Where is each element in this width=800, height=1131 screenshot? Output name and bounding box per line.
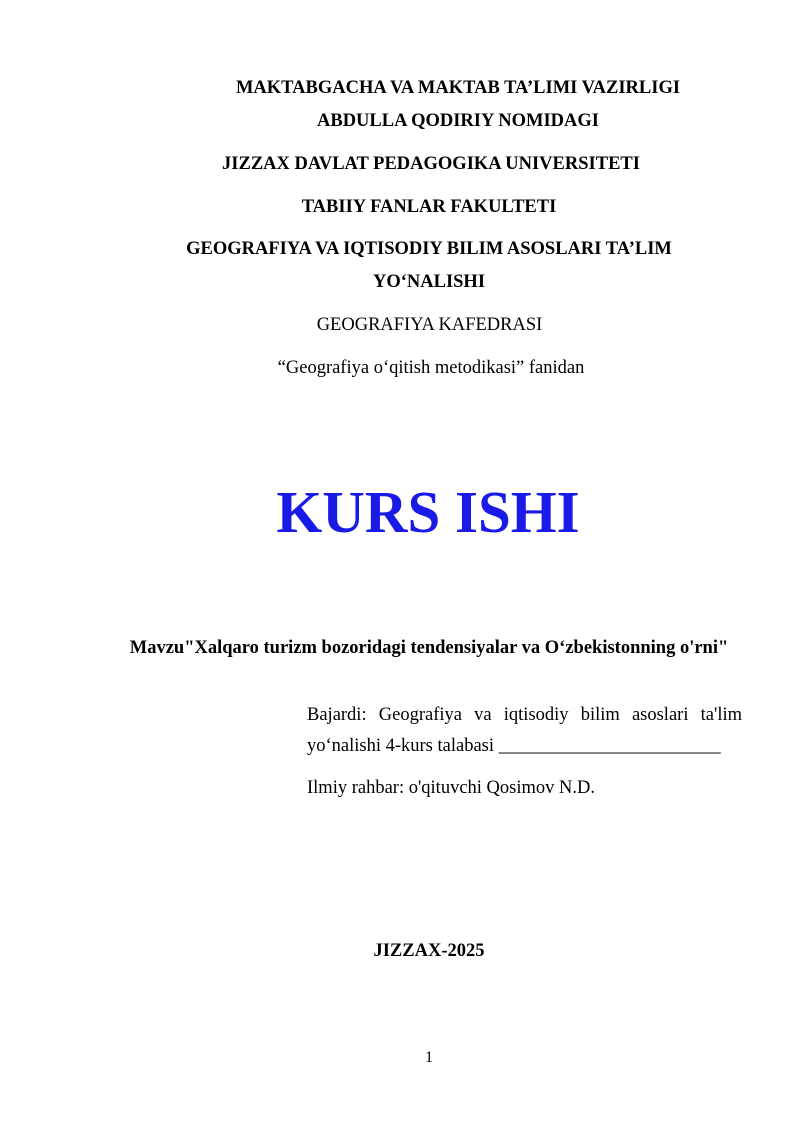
institute-name-heading: ABDULLA QODIRIY NOMIDAGI bbox=[317, 111, 599, 131]
faculty-heading: TABIIY FANLAR FAKULTETI bbox=[301, 197, 557, 217]
university-heading: JIZZAX DAVLAT PEDAGOGIKA UNIVERSITETI bbox=[222, 154, 640, 174]
performer-info: Bajardi: Geografiya va iqtisodiy bilim asoslari ta'lim yo‘nalishi 4-kurs talabasi ________________________ bbox=[307, 705, 742, 756]
subject-label: “Geografiya o‘qitish metodikasi” fanidan bbox=[277, 358, 585, 378]
city-year: JIZZAX-2025 bbox=[373, 941, 485, 961]
ministry-heading: MAKTABGACHA VA MAKTAB TA’LIMI VAZIRLIGI bbox=[235, 78, 681, 98]
document-title: KURS ISHI bbox=[276, 479, 580, 545]
supervisor-info: Ilmiy rahbar: o'qituvchi Qosimov N.D. bbox=[307, 778, 595, 798]
page-number: 1 bbox=[425, 1049, 433, 1066]
topic-line: Mavzu"Xalqaro turizm bozoridagi tendensiyalar va O‘zbekistonning o'rni" bbox=[129, 638, 729, 658]
direction-heading-line1: GEOGRAFIYA VA IQTISODIY BILIM ASOSLARI TA’LIM bbox=[186, 239, 672, 259]
direction-heading-line2: YO‘NALISHI bbox=[372, 272, 486, 292]
department-label: GEOGRAFIYA KAFEDRASI bbox=[316, 315, 543, 335]
